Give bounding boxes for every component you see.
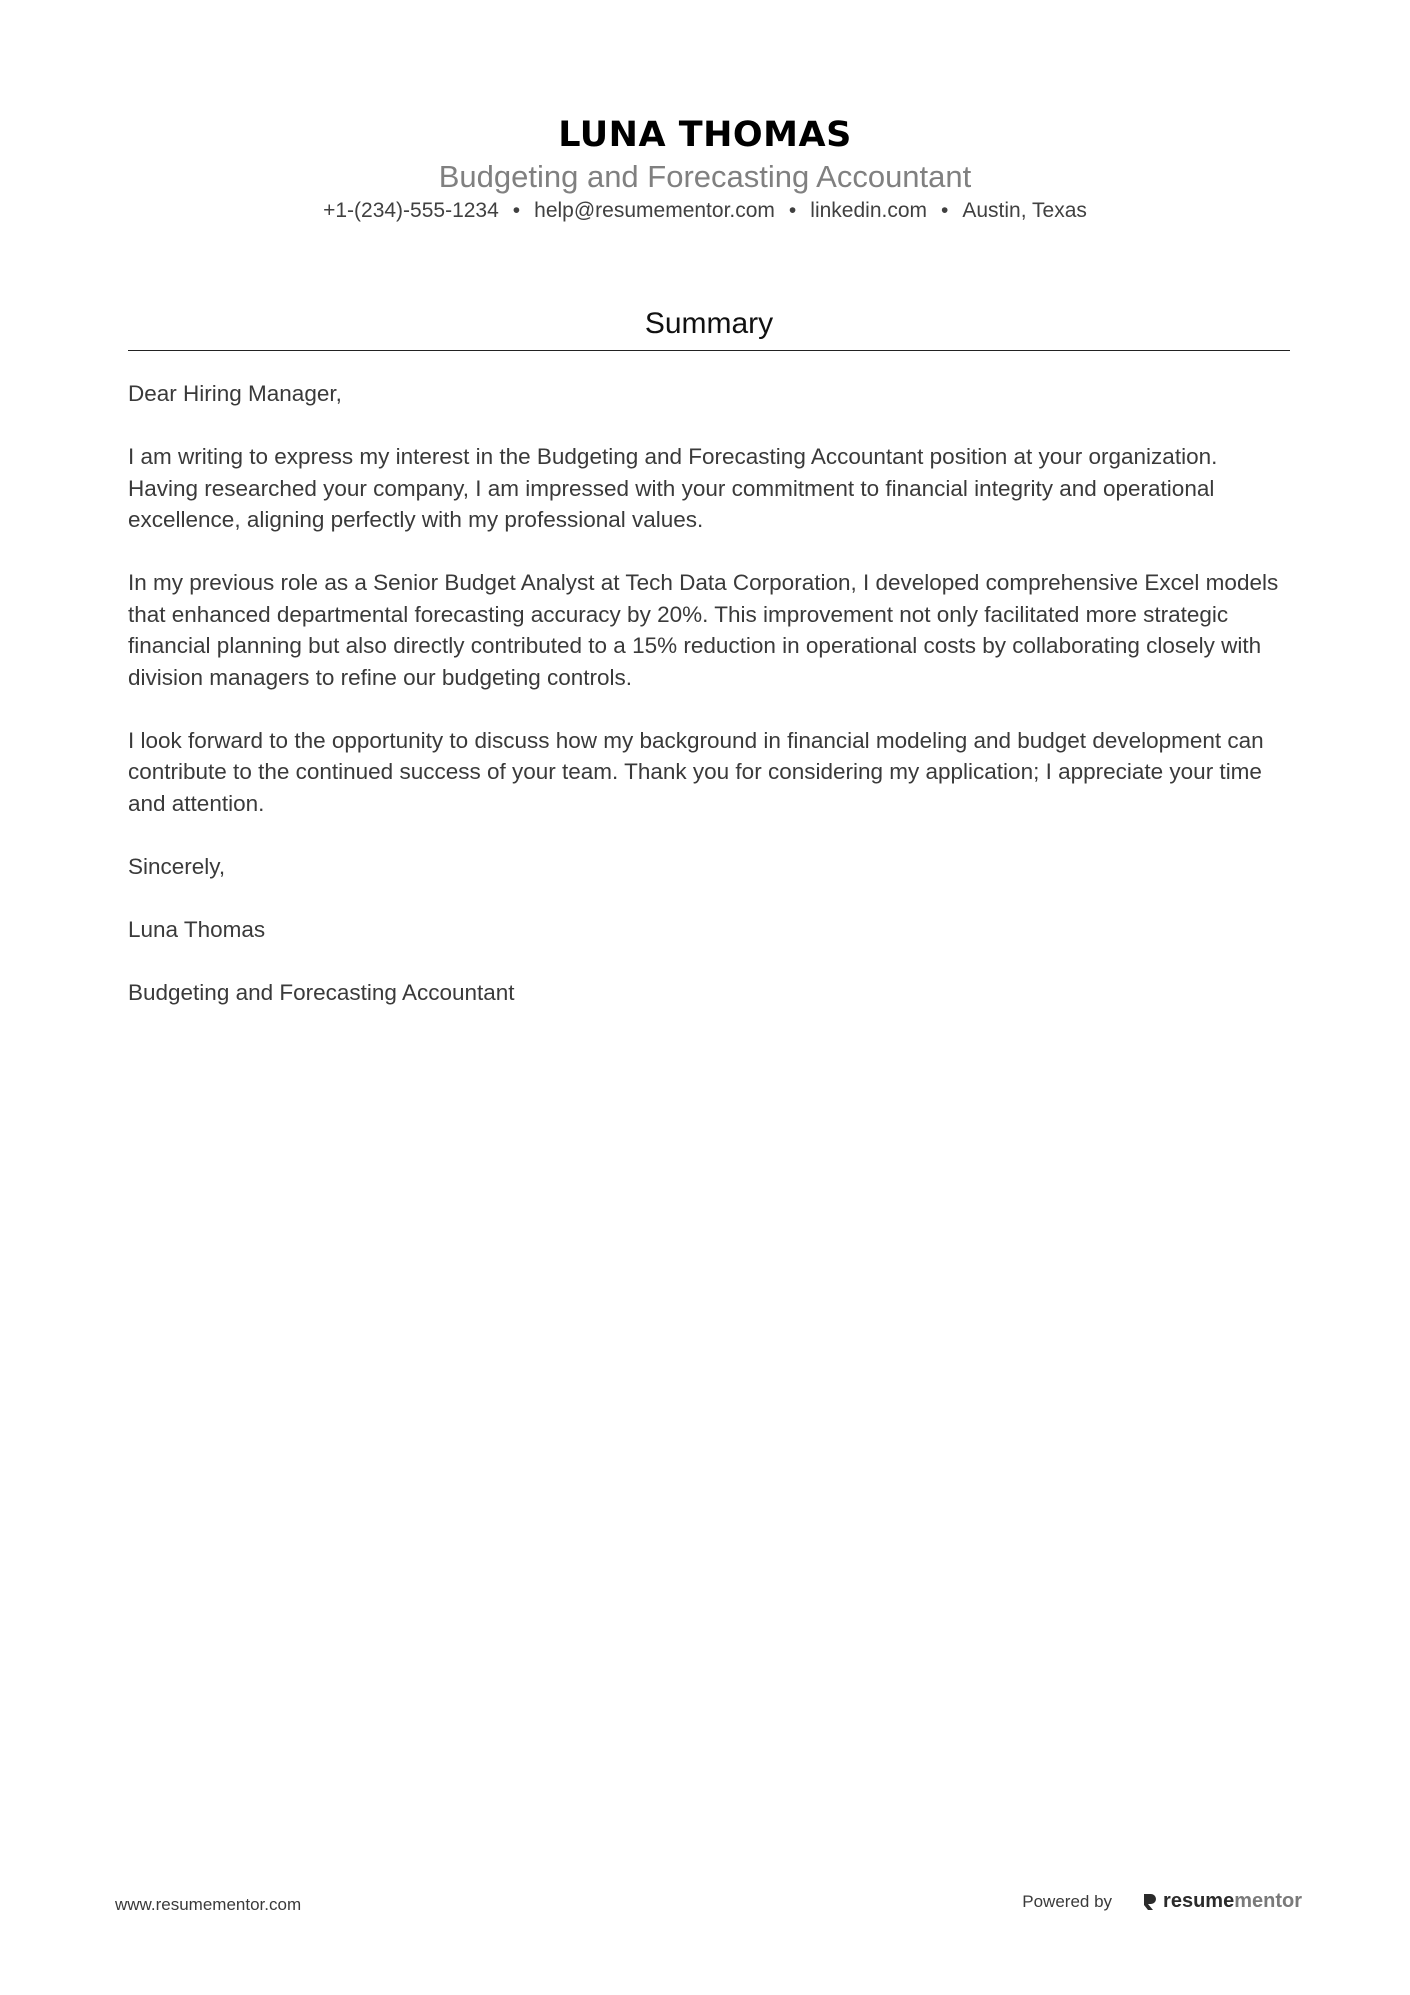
letter-paragraph: I look forward to the opportunity to discuss how my background in financial modeling and budget development can contribute to the continued success of your team. Thank you for considering my application; I appreciate your time and attention. xyxy=(128,727,1264,816)
contact-separator: • xyxy=(941,199,949,222)
signature-title: Budgeting and Forecasting Accountant xyxy=(128,979,515,1005)
letter-greeting: Dear Hiring Manager, xyxy=(128,381,342,406)
contact-separator: • xyxy=(788,199,797,222)
letter-header xyxy=(0,112,1410,226)
contact-phone: +1-(234)-555-1234 xyxy=(323,199,499,222)
powered-by-label: Powered by xyxy=(1022,1891,1113,1911)
letter-paragraph: In my previous role as a Senior Budget Analyst at Tech Data Corporation, I developed comprehensive Excel models that enhanced departmental forecasting accuracy by 20%. This improvement not only facilitated more strategic financial planning but also directly contributed to a 15% reduction in operational costs by collaborating closely with division managers to refine our budgeting controls. xyxy=(128,570,1279,690)
applicant-name: LUNA THOMAS xyxy=(558,115,852,155)
logo-text-resume: resume xyxy=(1163,1890,1235,1912)
logo-text-mentor: mentor xyxy=(1234,1890,1302,1912)
letter-closing: Sincerely, xyxy=(128,853,226,879)
resumementor-logo xyxy=(1142,1890,1302,1913)
section-divider xyxy=(128,350,1290,351)
applicant-role: Budgeting and Forecasting Accountant xyxy=(438,159,972,194)
resumementor-logo-icon xyxy=(1142,1892,1158,1912)
letter-paragraph: I am writing to express my interest in the Budgeting and Forecasting Accountant position at your organization. Having researched your company, I am impressed with your commitment to financial integrity and operational excellence, aligning perfectly with my professional values. xyxy=(128,444,1218,532)
footer-branding xyxy=(1022,1890,1302,1913)
contact-line xyxy=(0,196,1410,226)
contact-linkedin: linkedin.com xyxy=(810,199,928,222)
signature-name: Luna Thomas xyxy=(128,916,266,942)
letter-body xyxy=(128,378,1290,1040)
footer-website: www.resumementor.com xyxy=(115,1895,302,1914)
section-title-summary: Summary xyxy=(644,307,774,340)
contact-location: Austin, Texas xyxy=(962,199,1087,222)
contact-email: help@resumementor.com xyxy=(534,199,775,222)
contact-separator: • xyxy=(512,199,521,222)
